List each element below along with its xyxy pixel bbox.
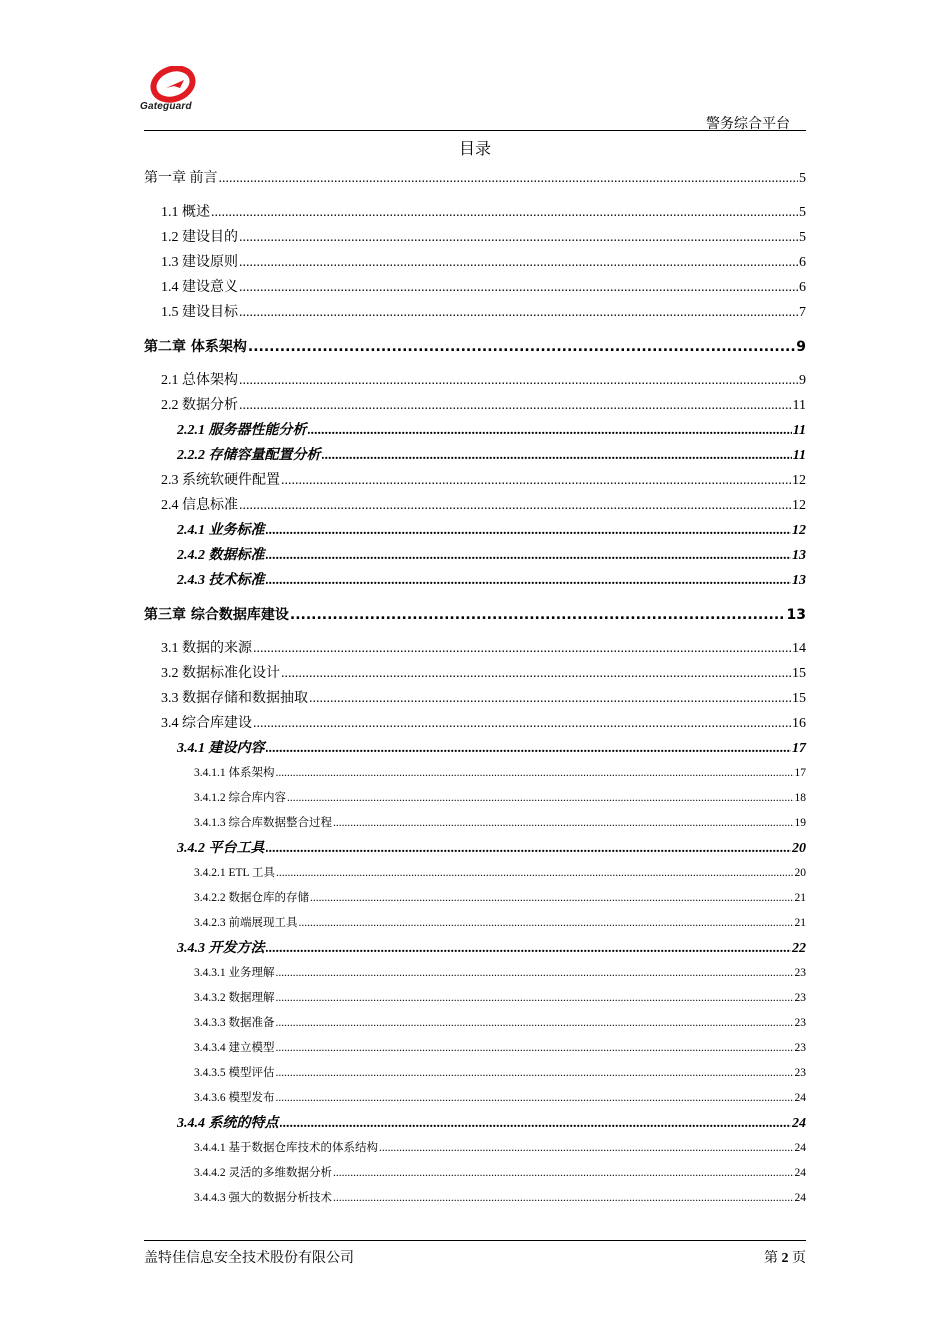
toc-entry-page: 23 [794, 1067, 806, 1079]
toc-entry-title: 3.4.4.1 基于数据仓库技术的体系结构 [194, 1142, 378, 1154]
toc-entry-title: 3.4.1.2 综合库内容 [194, 792, 286, 804]
toc-entry-page: 19 [794, 817, 806, 829]
toc-entry-page: 12 [792, 523, 806, 538]
toc-entry-title: 2.2 数据分析 [161, 398, 238, 413]
toc-leader-dots [281, 468, 791, 493]
toc-leader-dots [276, 986, 794, 1011]
toc-leader-dots [266, 836, 792, 861]
toc-entry-title: 3.4.4.2 灵活的多维数据分析 [194, 1167, 332, 1179]
toc-entry[interactable] [144, 711, 806, 736]
toc-entry[interactable] [144, 911, 806, 936]
toc-entry-page: 17 [792, 741, 806, 756]
toc-entry-page: 24 [794, 1142, 806, 1154]
toc-leader-dots [211, 200, 798, 225]
toc-entry-title: 1.2 建设目的 [161, 230, 238, 245]
toc-leader-dots [219, 166, 799, 192]
toc-entry[interactable] [144, 518, 806, 543]
toc-entry[interactable] [144, 1136, 806, 1161]
toc-leader-dots [290, 602, 786, 628]
toc-leader-dots [379, 1136, 794, 1161]
toc-leader-dots [266, 543, 792, 568]
toc-leader-dots [253, 636, 791, 661]
toc-entry-title: 3.1 数据的来源 [161, 641, 252, 656]
toc-entry-title: 3.4.4.3 强大的数据分析技术 [194, 1192, 332, 1204]
toc-entry-title: 3.4.2 平台工具 [177, 841, 265, 856]
toc-entry[interactable] [144, 443, 806, 468]
toc-entry-page: 24 [794, 1092, 806, 1104]
toc-entry[interactable] [144, 1036, 806, 1061]
toc-entry[interactable] [144, 811, 806, 836]
toc-leader-dots [276, 961, 794, 986]
toc-leader-dots [310, 886, 794, 911]
toc-entry-title: 3.4.3.6 模型发布 [194, 1092, 275, 1104]
table-of-contents [144, 166, 806, 1211]
toc-title: 目录 [458, 141, 491, 158]
toc-leader-dots [248, 334, 795, 360]
toc-entry-title: 2.4.1 业务标准 [177, 523, 265, 538]
toc-entry[interactable] [144, 1111, 806, 1136]
toc-entry-title: 3.4 综合库建设 [161, 716, 252, 731]
toc-entry[interactable] [144, 602, 806, 636]
toc-entry[interactable] [144, 200, 806, 225]
toc-entry-title: 第三章 综合数据库建设 [144, 607, 289, 623]
toc-entry[interactable] [144, 1161, 806, 1186]
toc-entry-title: 3.4.3.4 建立模型 [194, 1042, 275, 1054]
toc-entry[interactable] [144, 736, 806, 761]
toc-entry-page: 15 [792, 666, 806, 681]
toc-entry-page: 23 [794, 1017, 806, 1029]
toc-entry-title: 3.3 数据存储和数据抽取 [161, 691, 308, 706]
footer-company: 盖特佳信息安全技术股份有限公司 [144, 1251, 354, 1266]
toc-entry[interactable] [144, 368, 806, 393]
logo-text: Gateguard [140, 101, 192, 112]
chapter-gap [144, 593, 806, 602]
toc-entry-page: 11 [792, 448, 806, 463]
footer-divider [144, 1240, 806, 1241]
toc-leader-dots [276, 1086, 794, 1111]
toc-entry-page: 17 [794, 767, 806, 779]
toc-entry-page: 9 [796, 339, 806, 355]
toc-entry-title: 2.3 系统软硬件配置 [161, 473, 280, 488]
toc-leader-dots [276, 1011, 794, 1036]
toc-entry-title: 2.2.1 服务器性能分析 [177, 423, 307, 438]
toc-entry[interactable] [144, 686, 806, 711]
toc-entry-title: 1.5 建设目标 [161, 305, 238, 320]
toc-entry[interactable] [144, 493, 806, 518]
toc-entry-title: 3.4.3.2 数据理解 [194, 992, 275, 1004]
toc-leader-dots [322, 443, 792, 468]
toc-leader-dots [333, 1161, 794, 1186]
toc-entry-title: 1.3 建设原则 [161, 255, 238, 270]
toc-entry-page: 15 [792, 691, 806, 706]
toc-leader-dots [239, 250, 798, 275]
toc-leader-dots [239, 493, 791, 518]
toc-entry-page: 12 [792, 473, 806, 488]
toc-entry-page: 23 [794, 967, 806, 979]
toc-entry-page: 20 [794, 867, 806, 879]
toc-leader-dots [287, 786, 794, 811]
page-number: 2 [781, 1251, 789, 1266]
toc-entry-title: 3.4.3.3 数据准备 [194, 1017, 275, 1029]
page-prefix: 第 [764, 1251, 778, 1266]
toc-leader-dots [266, 936, 792, 961]
toc-leader-dots [239, 225, 798, 250]
toc-leader-dots [239, 393, 792, 418]
toc-entry[interactable] [144, 568, 806, 593]
toc-entry[interactable] [144, 936, 806, 961]
toc-entry-title: 2.2.2 存储容量配置分析 [177, 448, 321, 463]
toc-leader-dots [266, 518, 792, 543]
toc-entry-page: 24 [794, 1167, 806, 1179]
header-title: 警务综合平台 [706, 117, 790, 132]
toc-entry-title: 3.2 数据标准化设计 [161, 666, 280, 681]
header-divider [144, 130, 806, 131]
toc-entry-title: 1.1 概述 [161, 205, 210, 220]
toc-entry[interactable] [144, 836, 806, 861]
toc-entry[interactable] [144, 275, 806, 300]
toc-leader-dots [281, 661, 791, 686]
toc-entry-page: 23 [794, 992, 806, 1004]
toc-entry-page: 5 [799, 171, 806, 186]
toc-entry[interactable] [144, 334, 806, 368]
toc-entry-title: 3.4.1.1 体系架构 [194, 767, 275, 779]
toc-entry[interactable] [144, 986, 806, 1011]
toc-entry-page: 24 [792, 1116, 806, 1131]
toc-entry[interactable] [144, 636, 806, 661]
footer-page-number [764, 1247, 806, 1267]
toc-entry-title: 2.4.2 数据标准 [177, 548, 265, 563]
toc-leader-dots [299, 911, 794, 936]
toc-entry[interactable] [144, 961, 806, 986]
toc-leader-dots [276, 1036, 794, 1061]
toc-entry[interactable] [144, 166, 806, 200]
toc-entry[interactable] [144, 661, 806, 686]
toc-entry-page: 6 [799, 255, 806, 270]
toc-leader-dots [266, 736, 792, 761]
toc-entry-title: 3.4.1 建设内容 [177, 741, 265, 756]
toc-entry-title: 2.1 总体架构 [161, 373, 238, 388]
toc-entry-title: 3.4.2.2 数据仓库的存储 [194, 892, 309, 904]
toc-leader-dots [309, 686, 791, 711]
toc-entry[interactable] [144, 543, 806, 568]
toc-entry[interactable] [144, 886, 806, 911]
toc-leader-dots [333, 811, 794, 836]
toc-entry[interactable] [144, 1011, 806, 1036]
toc-entry[interactable] [144, 225, 806, 250]
toc-entry-page: 9 [799, 373, 806, 388]
toc-leader-dots [253, 711, 791, 736]
toc-entry[interactable] [144, 250, 806, 275]
toc-entry-title: 2.4.3 技术标准 [177, 573, 265, 588]
toc-entry-page: 13 [792, 548, 806, 563]
toc-entry-page: 13 [786, 607, 806, 623]
toc-entry-page: 11 [792, 423, 806, 438]
chapter-gap [144, 325, 806, 334]
toc-entry-title: 3.4.1.3 综合库数据整合过程 [194, 817, 332, 829]
toc-entry-page: 23 [794, 1042, 806, 1054]
toc-entry-page: 13 [792, 573, 806, 588]
toc-entry-title: 3.4.2.3 前端展现工具 [194, 917, 298, 929]
toc-entry-page: 14 [792, 641, 806, 656]
toc-leader-dots [266, 568, 792, 593]
toc-entry-page: 7 [799, 305, 806, 320]
toc-entry-title: 第一章 前言 [144, 171, 218, 186]
toc-entry-page: 21 [794, 917, 806, 929]
toc-entry[interactable] [144, 1086, 806, 1111]
toc-entry[interactable] [144, 468, 806, 493]
toc-entry-page: 20 [792, 841, 806, 856]
toc-entry-page: 21 [794, 892, 806, 904]
toc-leader-dots [280, 1111, 792, 1136]
toc-entry-title: 3.4.3 开发方法 [177, 941, 265, 956]
toc-leader-dots [276, 861, 793, 886]
toc-leader-dots [308, 418, 792, 443]
toc-leader-dots [276, 761, 794, 786]
toc-leader-dots [239, 275, 798, 300]
toc-entry-page: 12 [792, 498, 806, 513]
toc-entry[interactable] [144, 393, 806, 418]
toc-entry[interactable] [144, 761, 806, 786]
toc-entry-page: 16 [792, 716, 806, 731]
toc-entry-title: 第二章 体系架构 [144, 339, 247, 355]
toc-entry[interactable] [144, 418, 806, 443]
toc-entry-title: 2.4 信息标准 [161, 498, 238, 513]
toc-entry-title: 3.4.3.5 模型评估 [194, 1067, 275, 1079]
toc-entry-title: 3.4.3.1 业务理解 [194, 967, 275, 979]
toc-entry[interactable] [144, 1186, 806, 1211]
toc-entry-page: 6 [799, 280, 806, 295]
toc-entry-title: 1.4 建设意义 [161, 280, 238, 295]
toc-leader-dots [239, 368, 798, 393]
toc-entry-title: 3.4.2.1 ETL 工具 [194, 867, 276, 879]
toc-entry-title: 3.4.4 系统的特点 [177, 1116, 279, 1131]
toc-entry-page: 11 [792, 398, 806, 413]
toc-entry-page: 22 [792, 941, 806, 956]
toc-entry-page: 5 [799, 205, 806, 220]
page-suffix: 页 [792, 1251, 806, 1266]
toc-leader-dots [276, 1061, 794, 1086]
toc-entry-page: 24 [794, 1192, 806, 1204]
toc-entry-page: 5 [799, 230, 806, 245]
toc-entry[interactable] [144, 300, 806, 325]
toc-entry[interactable] [144, 861, 806, 886]
toc-entry[interactable] [144, 786, 806, 811]
toc-leader-dots [239, 300, 798, 325]
toc-entry[interactable] [144, 1061, 806, 1086]
toc-leader-dots [333, 1186, 794, 1211]
toc-entry-page: 18 [794, 792, 806, 804]
